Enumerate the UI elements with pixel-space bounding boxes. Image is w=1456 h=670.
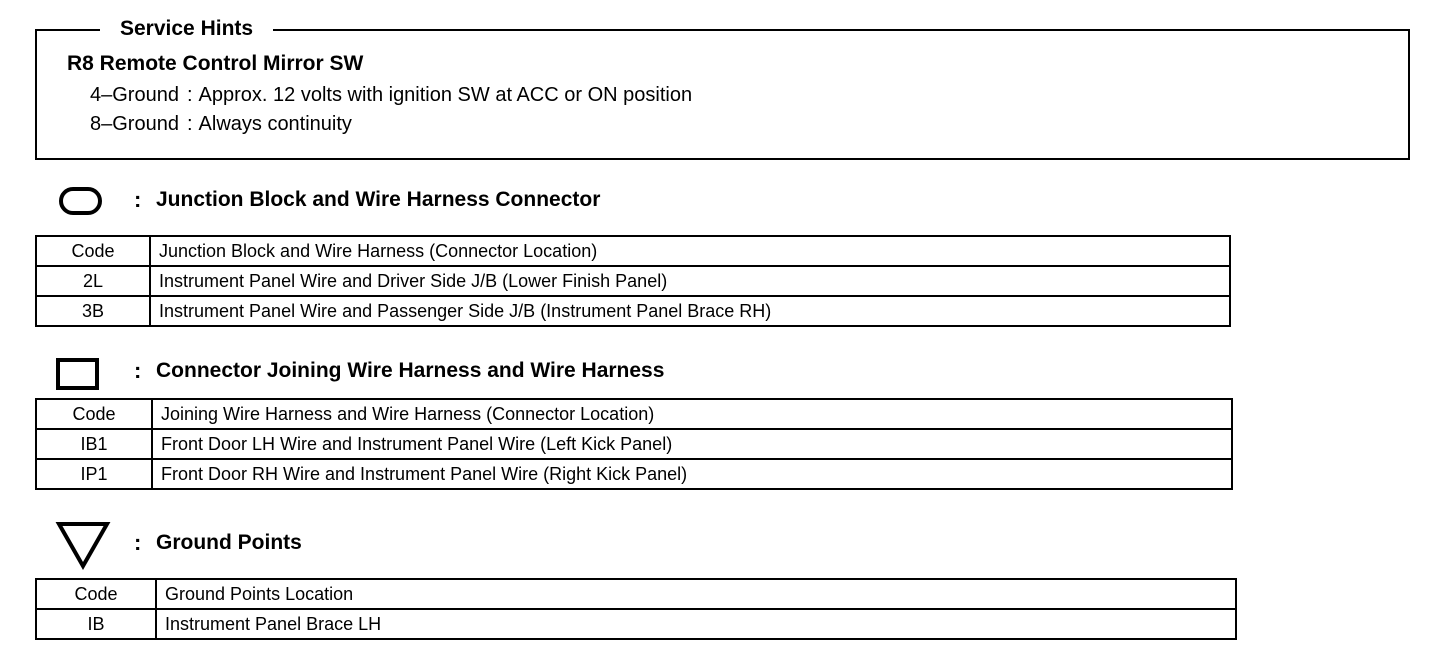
hint-line <box>90 112 352 136</box>
code-header: Code <box>36 236 150 266</box>
section-colon: : <box>134 530 142 555</box>
section-colon: : <box>134 187 142 212</box>
connector-section-title: Connector Joining Wire Harness and Wire Harness <box>156 359 665 382</box>
location-cell: Instrument Panel Wire and Passenger Side J/B (Instrument Panel Brace RH) <box>150 296 1230 326</box>
hint-terminal: 4–Ground <box>90 84 179 106</box>
code-header: Code <box>36 579 156 609</box>
table-row <box>36 266 1230 296</box>
location-cell: Instrument Panel Brace LH <box>156 609 1236 639</box>
ground-section-title: Ground Points <box>156 531 302 554</box>
table-header-row <box>36 399 1232 429</box>
code-header: Code <box>36 399 152 429</box>
table-row <box>36 296 1230 326</box>
table-row <box>36 459 1232 489</box>
hint-terminal: 8–Ground <box>90 113 179 135</box>
table-header-row <box>36 236 1230 266</box>
hint-line <box>90 83 692 107</box>
junction-table <box>35 235 1231 327</box>
connector-table <box>35 398 1233 490</box>
code-cell: IB <box>36 609 156 639</box>
rectangle-icon <box>55 356 101 392</box>
location-cell: Front Door LH Wire and Instrument Panel Wire (Left Kick Panel) <box>152 429 1232 459</box>
code-cell: IP1 <box>36 459 152 489</box>
service-hints-title: Service Hints <box>100 16 273 42</box>
hint-description: Always continuity <box>198 113 352 135</box>
rounded-rectangle-icon <box>58 185 104 217</box>
location-header: Joining Wire Harness and Wire Harness (Connector Location) <box>152 399 1232 429</box>
location-header: Junction Block and Wire Harness (Connector Location) <box>150 236 1230 266</box>
table-row <box>36 609 1236 639</box>
table-row <box>36 429 1232 459</box>
section-colon: : <box>134 358 142 383</box>
code-cell: IB1 <box>36 429 152 459</box>
code-cell: 2L <box>36 266 150 296</box>
hint-colon: : <box>186 113 193 135</box>
hint-colon: : <box>186 84 193 106</box>
hint-description: Approx. 12 volts with ignition SW at ACC or ON position <box>198 84 693 106</box>
table-header-row <box>36 579 1236 609</box>
junction-section-title: Junction Block and Wire Harness Connector <box>156 188 601 211</box>
location-cell: Front Door RH Wire and Instrument Panel Wire (Right Kick Panel) <box>152 459 1232 489</box>
service-hints-heading: R8 Remote Control Mirror SW <box>67 52 364 75</box>
ground-table <box>35 578 1237 640</box>
code-cell: 3B <box>36 296 150 326</box>
location-header: Ground Points Location <box>156 579 1236 609</box>
location-cell: Instrument Panel Wire and Driver Side J/B (Lower Finish Panel) <box>150 266 1230 296</box>
down-triangle-icon <box>55 520 111 570</box>
